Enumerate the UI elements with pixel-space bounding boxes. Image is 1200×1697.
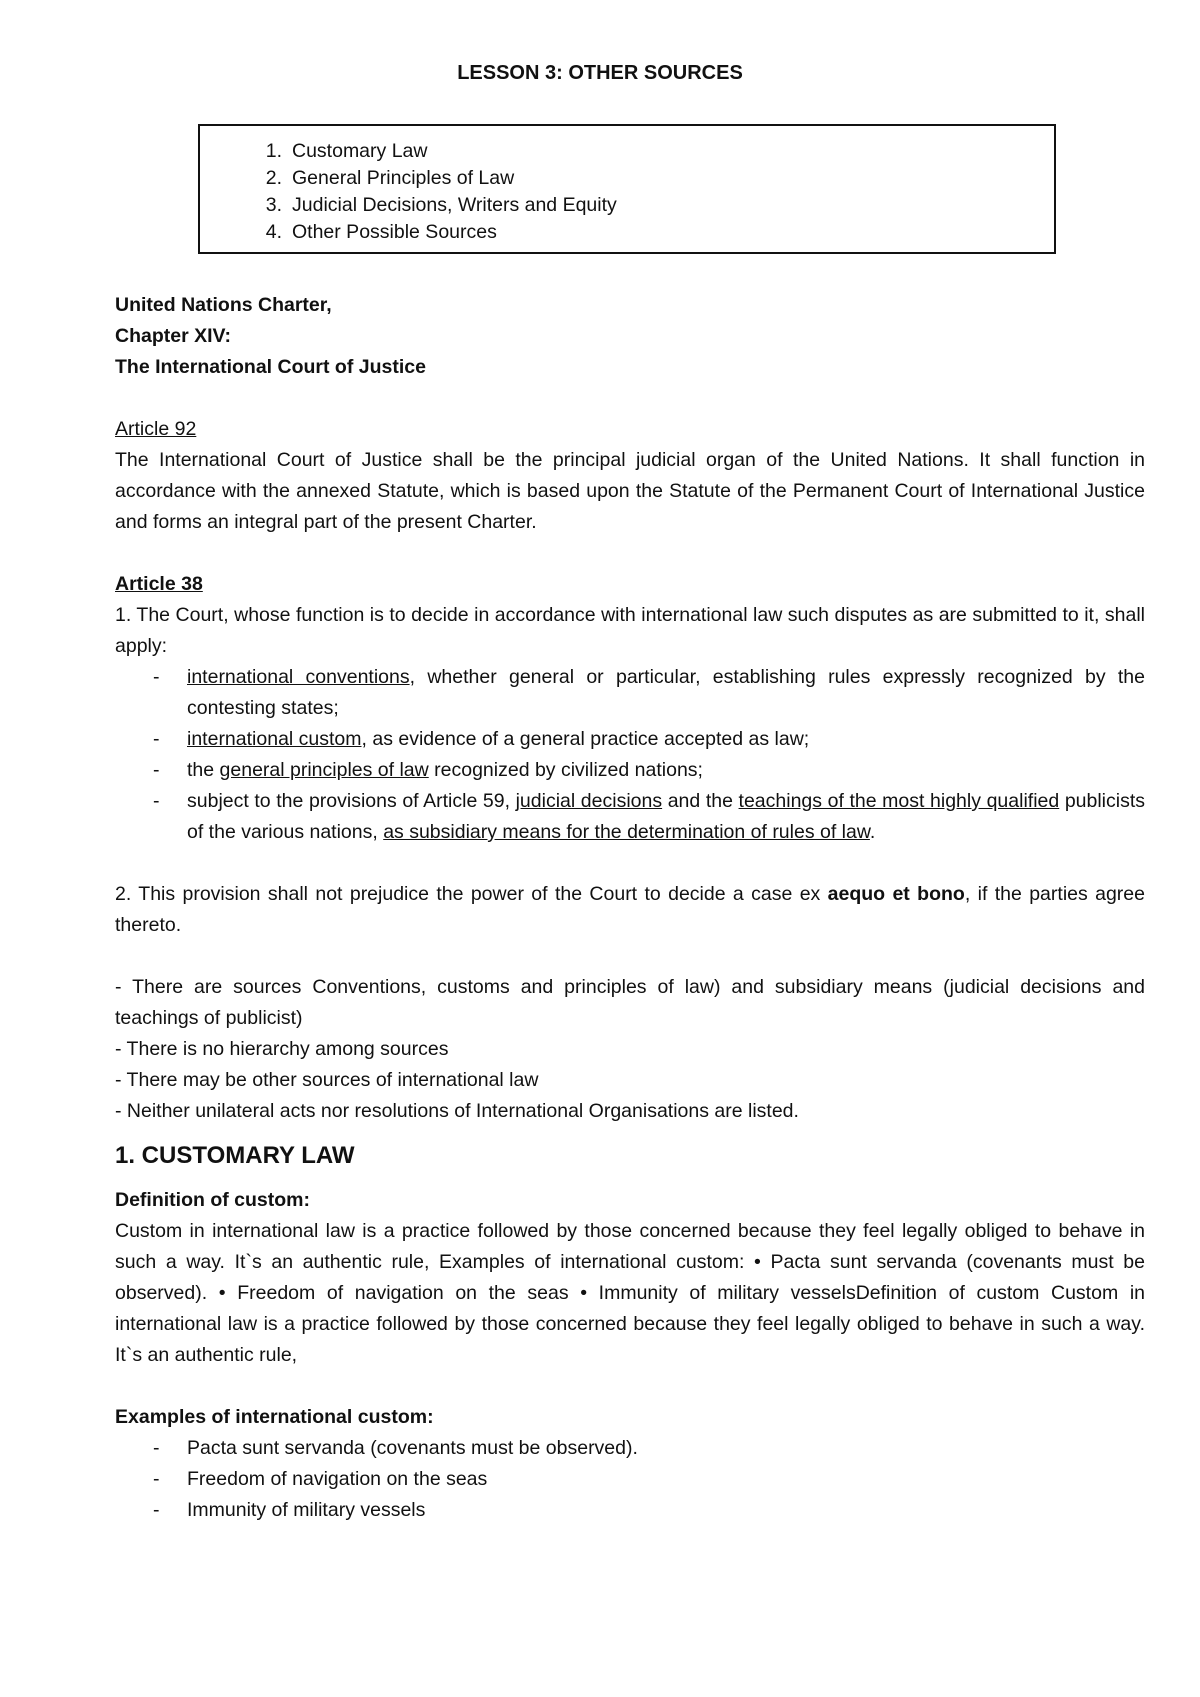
note-line: - There are sources Conventions, customs and principles of law) and subsidiary means (judicial decisions and teachings of publicist)	[115, 976, 1145, 1029]
dash-bullet: -	[153, 1437, 160, 1459]
list-item-text: subject to the provisions of Article 59,	[187, 790, 516, 812]
section-heading: 1. CUSTOMARY LAW	[115, 1142, 355, 1169]
toc-item	[248, 192, 617, 219]
definition-heading: Definition of custom:	[115, 1189, 310, 1211]
list-item-text: Freedom of navigation on the seas	[187, 1468, 488, 1490]
charter-chapter: Chapter XIV:	[115, 325, 231, 347]
list-item-text: , whether general or particular, establishing rules expressly recognized by the contesting states;	[187, 666, 1145, 719]
paragraph-text: , if the parties agree thereto.	[115, 883, 1145, 936]
toc-label: Customary Law	[292, 140, 428, 162]
article-92-text: The International Court of Justice shall be the principal judicial organ of the United Nations. It shall function in accordance with the annexed Statute, which is based upon the Statute of the Permanent Court of International Justice and forms an integral part of the present Charter.	[115, 449, 1145, 533]
list-item-text: Immunity of military vessels	[187, 1499, 426, 1521]
dash-bullet: -	[153, 666, 160, 688]
article-38-paragraph-2	[115, 879, 1145, 941]
charter-line: United Nations Charter,	[115, 294, 332, 316]
toc-label: Judicial Decisions, Writers and Equity	[292, 194, 617, 216]
underlined-term: international conventions	[187, 666, 410, 688]
underlined-term: teachings of the most highly qualified	[738, 790, 1060, 812]
toc-item	[248, 219, 617, 246]
list-item-text: .	[869, 821, 876, 843]
examples-heading: Examples of international custom:	[115, 1406, 434, 1428]
article-38-heading: Article 38	[115, 573, 203, 595]
list-item	[115, 786, 1145, 848]
dash-bullet: -	[153, 790, 160, 812]
list-item-text: the	[187, 759, 220, 781]
dash-bullet: -	[153, 759, 160, 781]
toc-number: 4.	[265, 221, 282, 243]
article-38-list	[115, 662, 1145, 848]
toc-number: 1.	[265, 140, 282, 162]
list-item	[115, 1433, 1145, 1464]
toc-item	[248, 165, 617, 192]
page-title: LESSON 3: OTHER SOURCES	[457, 62, 743, 84]
list-item-text: publicists of the various nations,	[187, 790, 1146, 843]
examples-list	[115, 1433, 1145, 1526]
note-line: - There is no hierarchy among sources	[115, 1038, 449, 1060]
list-item	[115, 1464, 1145, 1495]
table-of-contents	[198, 124, 1056, 254]
toc-label: General Principles of Law	[292, 167, 515, 189]
list-item	[115, 1495, 1145, 1526]
underlined-term: as subsidiary means for the determination of rules of law	[383, 821, 870, 843]
list-item-text: , as evidence of a general practice accepted as law;	[361, 728, 810, 750]
toc-number: 3.	[265, 194, 282, 216]
list-item-text: Pacta sunt servanda (covenants must be observed).	[187, 1437, 638, 1459]
list-item-text: recognized by civilized nations;	[428, 759, 703, 781]
toc-item	[248, 138, 617, 165]
article-38-intro: 1. The Court, whose function is to decide in accordance with international law such disputes as are submitted to it, shall apply:	[115, 604, 1145, 657]
dash-bullet: -	[153, 728, 160, 750]
dash-bullet: -	[153, 1499, 160, 1521]
underlined-term: general principles of law	[219, 759, 429, 781]
underlined-term: international custom	[187, 728, 362, 750]
charter-court: The International Court of Justice	[115, 356, 426, 378]
latin-term: aequo et bono	[827, 883, 965, 905]
list-item-text: and the	[662, 790, 739, 812]
list-item	[115, 724, 1145, 755]
toc-label: Other Possible Sources	[292, 221, 497, 243]
list-item	[115, 662, 1145, 724]
note-line: - Neither unilateral acts nor resolutions of International Organisations are listed.	[115, 1100, 799, 1122]
underlined-term: judicial decisions	[515, 790, 663, 812]
paragraph-text: 2. This provision shall not prejudice the power of the Court to decide a case ex	[115, 883, 828, 905]
document-body	[115, 290, 1145, 1526]
note-line: - There may be other sources of international law	[115, 1069, 539, 1091]
list-item	[115, 755, 1145, 786]
article-92-heading: Article 92	[115, 418, 197, 440]
toc-number: 2.	[265, 167, 282, 189]
definition-text: Custom in international law is a practice followed by those concerned because they feel legally obliged to behave in such a way. It`s an authentic rule, Examples of international custom: • Pacta sunt servanda (covenants must be observed). • Freedom of navigation on the seas • Immunity of military vesselsDefinition of custom Custom in international law is a practice followed by those concerned because they feel legally obliged to behave in such a way. It`s an authentic rule,	[115, 1220, 1145, 1366]
dash-bullet: -	[153, 1468, 160, 1490]
